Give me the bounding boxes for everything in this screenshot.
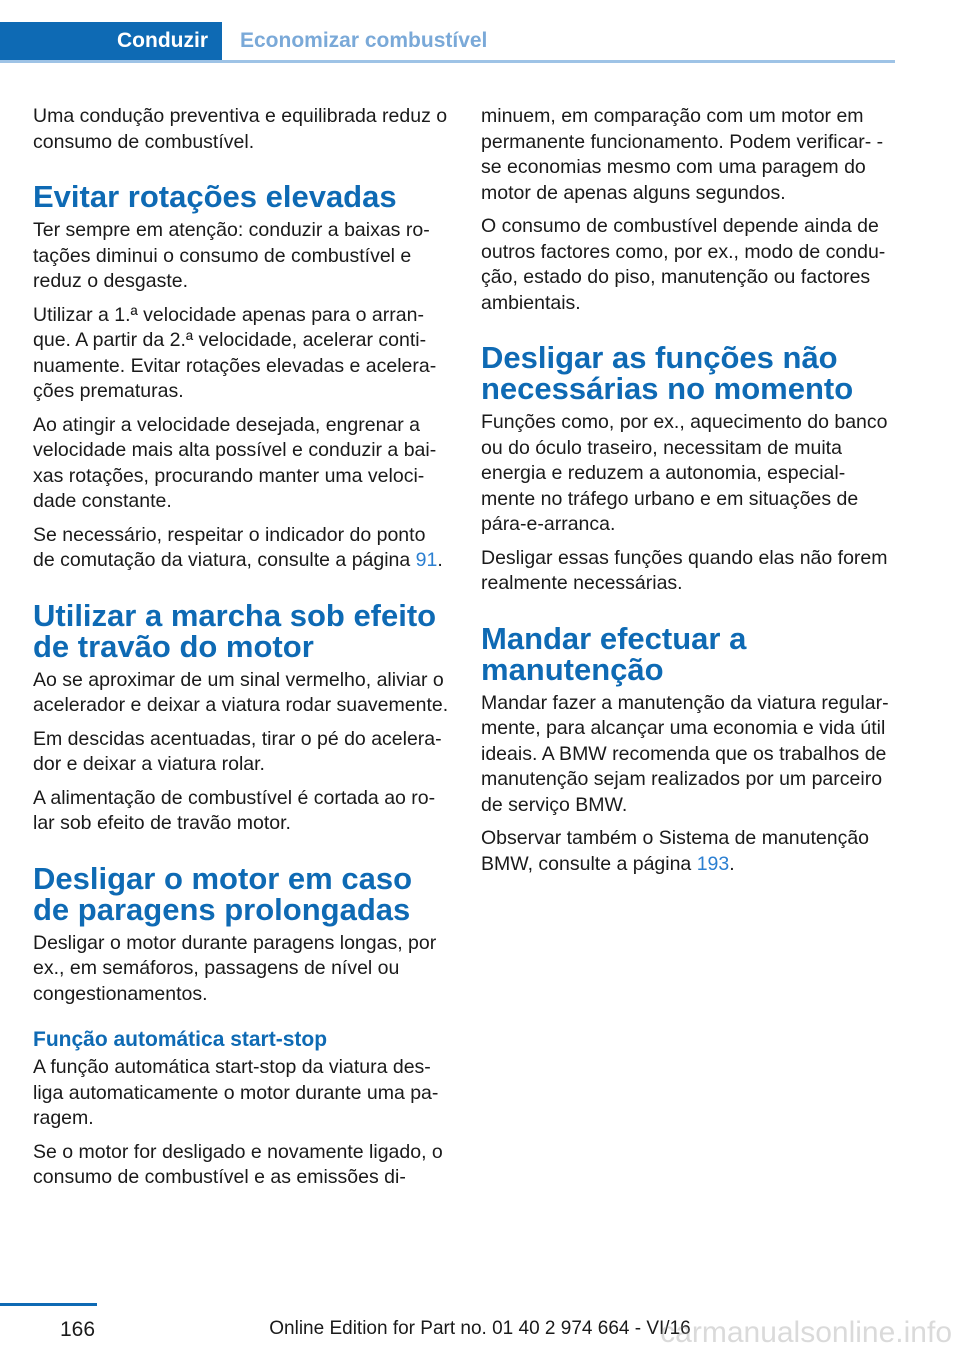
paragraph: A função automática start-stop da viatura des- liga automaticamente o motor durante uma pa- ragem. <box>33 1056 439 1129</box>
paragraph-with-link <box>481 826 897 877</box>
paragraph: Desligar o motor durante paragens longas, por ex., em semáforos, passagens de nível ou congestionamentos. <box>33 931 437 1005</box>
section-heading-functions-off: Desligar as funções não necessárias no momento <box>481 340 854 406</box>
right-column <box>481 104 897 885</box>
paragraph: Se o motor for desligado e novamente ligado, o consumo de combustível e as emissões di- <box>33 1140 443 1188</box>
intro-paragraph: Uma condução preventiva e equilibrada reduz o consumo de combustível. <box>33 105 448 153</box>
subsection-tab[interactable] <box>240 22 487 60</box>
paragraph-with-link <box>33 523 449 574</box>
page-link-91[interactable]: 91 <box>415 549 438 571</box>
paragraph: Funções como, por ex., aquecimento do banco ou do óculo traseiro, necessitam de muita energia e reduzem a autonomia, especial- mente no tráfego urbano e em situações de pára-e-arranca. <box>481 411 888 535</box>
paragraph: Em descidas acentuadas, tirar o pé do acelera- dor e deixar a viatura rolar. <box>33 727 442 775</box>
edition-text: Online Edition for Part no. 01 40 2 974 664 - VI/16 <box>269 1318 691 1339</box>
section-heading-engine-off: Desligar o motor em caso de paragens prolongadas <box>33 860 413 927</box>
paragraph: A alimentação de combustível é cortada ao ro- lar sob efeito de travão motor. <box>33 786 436 834</box>
paragraph: minuem, em comparação com um motor em permanente funcionamento. Podem verificar- -se economias mesmo com uma paragem do motor de apenas alguns segundos. <box>481 105 884 204</box>
subsection-label: Economizar combustível <box>240 29 488 52</box>
page-number: 166 <box>60 1318 96 1341</box>
header-divider <box>0 60 895 63</box>
paragraph: Mandar fazer a manutenção da viatura regular- mente, para alcançar uma economia e vida útil ideais. A BMW recomenda que os trabalhos de manutenção sejam realizados por um parceiro de serviço BMW. <box>481 691 889 816</box>
paragraph: Desligar essas funções quando elas não forem realmente necessárias. <box>481 546 888 594</box>
section-tab[interactable] <box>0 22 222 60</box>
watermark-logo: carmanualsonline.info <box>660 1316 952 1349</box>
paragraph: O consumo de combustível depende ainda de outros factores como, por ex., modo de condu- ção, estado do piso, manutenção ou factores ambientais. <box>481 215 886 314</box>
subsection-heading-start-stop: Função automática start-stop <box>33 1028 328 1051</box>
paragraph-text: Observar também o Sistema de manutenção BMW, consulte a página <box>481 827 870 875</box>
paragraph: Utilizar a 1.ª velocidade apenas para o arran- que. A partir da 2.ª velocidade, acelerar conti- nuamente. Evitar rotações elevadas e acelera- ções prematuras. <box>33 303 437 402</box>
left-column <box>33 104 449 1199</box>
punctuation: . <box>437 549 443 571</box>
paragraph: Ter sempre em atenção: conduzir a baixas ro- tações diminui o consumo de combustível e reduz o desgaste. <box>33 219 430 292</box>
section-heading-maintenance: Mandar efectuar a manutenção <box>481 620 747 687</box>
footer-divider <box>0 1303 97 1306</box>
paragraph: Ao se aproximar de um sinal vermelho, aliviar o acelerador e deixar a viatura rodar suavemente. <box>33 668 449 716</box>
paragraph: Ao atingir a velocidade desejada, engrenar a velocidade mais alta possível e conduzir a bai- xas rotações, procurando manter uma veloci- dade constante. <box>33 413 437 512</box>
section-heading-rpm: Evitar rotações elevadas <box>33 179 397 214</box>
page-header <box>0 22 895 62</box>
page-link-193[interactable]: 193 <box>696 852 730 875</box>
section-label: Conduzir <box>117 29 208 52</box>
punctuation: . <box>729 852 735 875</box>
section-heading-engine-brake: Utilizar a marcha sob efeito de travão do motor <box>33 597 437 664</box>
paragraph-text: Se necessário, respeitar o indicador do ponto de comutação da viatura, consulte a página <box>33 523 426 571</box>
